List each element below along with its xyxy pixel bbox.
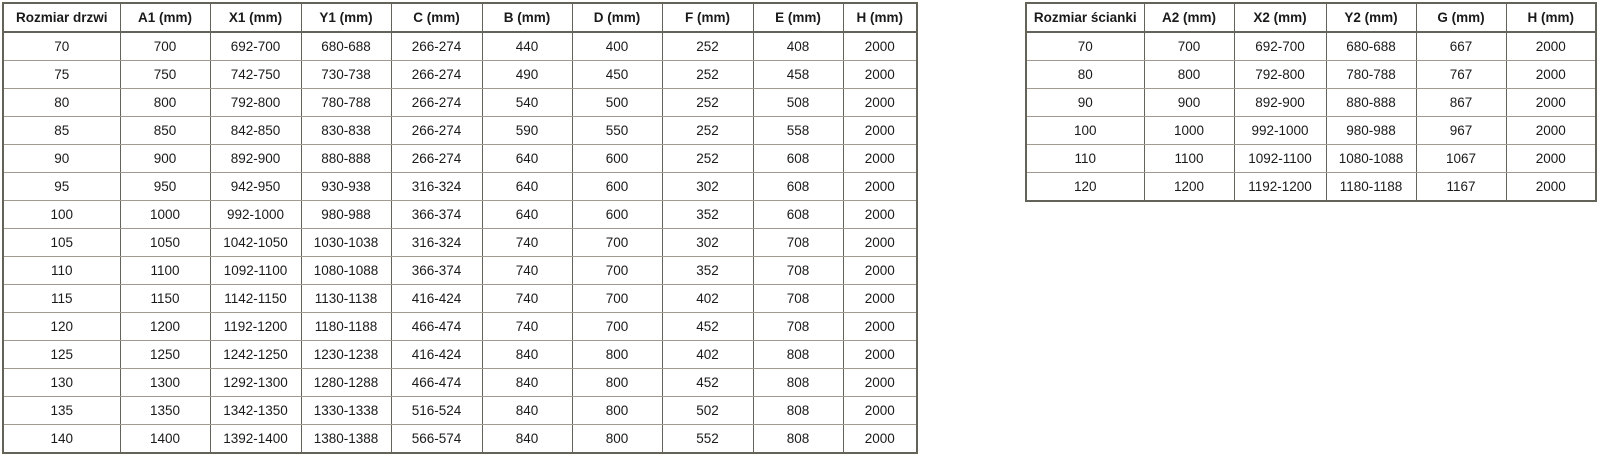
table-cell: 708 xyxy=(753,229,843,257)
table-cell: 700 xyxy=(572,257,662,285)
table-cell: 840 xyxy=(482,397,572,425)
header-row xyxy=(3,3,917,32)
table-cell: 880-888 xyxy=(1326,89,1416,117)
table-cell: 1280-1288 xyxy=(301,369,391,397)
table-cell: 402 xyxy=(662,341,753,369)
column-header: Rozmiar drzwi xyxy=(3,3,120,32)
table-cell: 680-688 xyxy=(301,32,391,61)
table-row xyxy=(1026,145,1596,173)
column-header: E (mm) xyxy=(753,3,843,32)
table-cell: 352 xyxy=(662,257,753,285)
table-cell: 2000 xyxy=(1506,61,1596,89)
table-cell: 850 xyxy=(120,117,210,145)
table-cell: 110 xyxy=(1026,145,1144,173)
table-cell: 808 xyxy=(753,397,843,425)
table-cell: 85 xyxy=(3,117,120,145)
table-row xyxy=(3,145,917,173)
table-cell: 680-688 xyxy=(1326,32,1416,61)
table-cell: 700 xyxy=(572,229,662,257)
table-cell: 400 xyxy=(572,32,662,61)
table-cell: 692-700 xyxy=(210,32,301,61)
table-row xyxy=(3,117,917,145)
table-cell: 1080-1088 xyxy=(301,257,391,285)
table-cell: 110 xyxy=(3,257,120,285)
table-cell: 867 xyxy=(1416,89,1506,117)
column-header: A1 (mm) xyxy=(120,3,210,32)
table-cell: 700 xyxy=(120,32,210,61)
table-cell: 1180-1188 xyxy=(1326,173,1416,202)
table-cell: 2000 xyxy=(843,397,917,425)
table-cell: 800 xyxy=(572,425,662,454)
column-header: H (mm) xyxy=(843,3,917,32)
table-cell: 120 xyxy=(3,313,120,341)
table-cell: 950 xyxy=(120,173,210,201)
table-row xyxy=(3,369,917,397)
table-cell: 466-474 xyxy=(391,369,482,397)
table-cell: 608 xyxy=(753,173,843,201)
table-cell: 466-474 xyxy=(391,313,482,341)
table-row xyxy=(3,341,917,369)
table-cell: 992-1000 xyxy=(210,201,301,229)
table-cell: 252 xyxy=(662,117,753,145)
table-cell: 440 xyxy=(482,32,572,61)
table-cell: 2000 xyxy=(843,257,917,285)
table-cell: 840 xyxy=(482,369,572,397)
column-header: G (mm) xyxy=(1416,3,1506,32)
table-cell: 740 xyxy=(482,229,572,257)
table-cell: 100 xyxy=(3,201,120,229)
table-cell: 452 xyxy=(662,313,753,341)
table-cell: 942-950 xyxy=(210,173,301,201)
column-header: X1 (mm) xyxy=(210,3,301,32)
table-cell: 708 xyxy=(753,257,843,285)
table-cell: 252 xyxy=(662,61,753,89)
table-cell: 800 xyxy=(1144,61,1234,89)
table-cell: 700 xyxy=(1144,32,1234,61)
table-cell: 730-738 xyxy=(301,61,391,89)
table-row xyxy=(3,89,917,117)
table-cell: 1092-1100 xyxy=(1234,145,1326,173)
table-cell: 1400 xyxy=(120,425,210,454)
table-cell: 808 xyxy=(753,341,843,369)
column-header: D (mm) xyxy=(572,3,662,32)
table-cell: 1342-1350 xyxy=(210,397,301,425)
table-cell: 2000 xyxy=(843,369,917,397)
table-cell: 2000 xyxy=(1506,145,1596,173)
table-cell: 402 xyxy=(662,285,753,313)
table-cell: 1200 xyxy=(1144,173,1234,202)
table-cell: 740 xyxy=(482,285,572,313)
table-cell: 1042-1050 xyxy=(210,229,301,257)
column-header: H (mm) xyxy=(1506,3,1596,32)
table-cell: 80 xyxy=(3,89,120,117)
table-cell: 1100 xyxy=(120,257,210,285)
table-cell: 450 xyxy=(572,61,662,89)
table-cell: 266-274 xyxy=(391,89,482,117)
table-cell: 2000 xyxy=(843,425,917,454)
table-cell: 302 xyxy=(662,173,753,201)
table-cell: 842-850 xyxy=(210,117,301,145)
table-row xyxy=(3,32,917,61)
table-cell: 266-274 xyxy=(391,61,482,89)
table-cell: 416-424 xyxy=(391,341,482,369)
table-cell: 540 xyxy=(482,89,572,117)
table-cell: 640 xyxy=(482,173,572,201)
table-cell: 70 xyxy=(1026,32,1144,61)
table-cell: 552 xyxy=(662,425,753,454)
table-cell: 558 xyxy=(753,117,843,145)
table-cell: 700 xyxy=(572,285,662,313)
table-cell: 1350 xyxy=(120,397,210,425)
column-header: Y1 (mm) xyxy=(301,3,391,32)
table-cell: 2000 xyxy=(843,117,917,145)
table-row xyxy=(1026,89,1596,117)
table-cell: 458 xyxy=(753,61,843,89)
table-cell: 452 xyxy=(662,369,753,397)
table-cell: 800 xyxy=(572,397,662,425)
table-row xyxy=(1026,173,1596,202)
table-cell: 366-374 xyxy=(391,257,482,285)
table-cell: 700 xyxy=(572,313,662,341)
table-cell: 708 xyxy=(753,285,843,313)
table-cell: 640 xyxy=(482,145,572,173)
column-header: F (mm) xyxy=(662,3,753,32)
table-cell: 75 xyxy=(3,61,120,89)
table-cell: 2000 xyxy=(1506,173,1596,202)
table-cell: 508 xyxy=(753,89,843,117)
table-cell: 1300 xyxy=(120,369,210,397)
table-cell: 1242-1250 xyxy=(210,341,301,369)
table-cell: 490 xyxy=(482,61,572,89)
table-cell: 608 xyxy=(753,145,843,173)
table-cell: 800 xyxy=(572,341,662,369)
column-header: Y2 (mm) xyxy=(1326,3,1416,32)
table-cell: 992-1000 xyxy=(1234,117,1326,145)
table-cell: 980-988 xyxy=(1326,117,1416,145)
table-cell: 980-988 xyxy=(301,201,391,229)
table-cell: 80 xyxy=(1026,61,1144,89)
table-row xyxy=(3,285,917,313)
table-cell: 252 xyxy=(662,145,753,173)
table-cell: 1167 xyxy=(1416,173,1506,202)
table-cell: 1330-1338 xyxy=(301,397,391,425)
table-cell: 2000 xyxy=(1506,32,1596,61)
table-cell: 740 xyxy=(482,257,572,285)
table-cell: 2000 xyxy=(843,61,917,89)
column-header: X2 (mm) xyxy=(1234,3,1326,32)
table-cell: 1067 xyxy=(1416,145,1506,173)
table-cell: 316-324 xyxy=(391,229,482,257)
table-cell: 600 xyxy=(572,145,662,173)
table-cell: 590 xyxy=(482,117,572,145)
table-cell: 892-900 xyxy=(210,145,301,173)
table-row xyxy=(3,397,917,425)
table-cell: 1050 xyxy=(120,229,210,257)
table-cell: 2000 xyxy=(843,285,917,313)
table-cell: 967 xyxy=(1416,117,1506,145)
table-cell: 808 xyxy=(753,425,843,454)
table-cell: 1380-1388 xyxy=(301,425,391,454)
table-cell: 2000 xyxy=(843,341,917,369)
table-cell: 900 xyxy=(1144,89,1234,117)
table-cell: 1000 xyxy=(120,201,210,229)
table-row xyxy=(3,313,917,341)
table-cell: 840 xyxy=(482,425,572,454)
table-row xyxy=(3,425,917,454)
table-row xyxy=(3,257,917,285)
column-header: Rozmiar ścianki xyxy=(1026,3,1144,32)
table-cell: 692-700 xyxy=(1234,32,1326,61)
table-cell: 1142-1150 xyxy=(210,285,301,313)
table-cell: 366-374 xyxy=(391,201,482,229)
table-cell: 408 xyxy=(753,32,843,61)
table-cell: 767 xyxy=(1416,61,1506,89)
table-cell: 780-788 xyxy=(301,89,391,117)
table-row xyxy=(1026,61,1596,89)
table-cell: 1080-1088 xyxy=(1326,145,1416,173)
table-cell: 1000 xyxy=(1144,117,1234,145)
wall-size-table xyxy=(1025,2,1597,202)
table-cell: 800 xyxy=(572,369,662,397)
table-cell: 900 xyxy=(120,145,210,173)
table-cell: 1180-1188 xyxy=(301,313,391,341)
table-cell: 316-324 xyxy=(391,173,482,201)
table-cell: 302 xyxy=(662,229,753,257)
table-row xyxy=(1026,117,1596,145)
table-cell: 1092-1100 xyxy=(210,257,301,285)
table-cell: 266-274 xyxy=(391,145,482,173)
table-cell: 115 xyxy=(3,285,120,313)
table-cell: 1250 xyxy=(120,341,210,369)
table-cell: 808 xyxy=(753,369,843,397)
column-header: A2 (mm) xyxy=(1144,3,1234,32)
column-header: B (mm) xyxy=(482,3,572,32)
table-cell: 800 xyxy=(120,89,210,117)
table-cell: 750 xyxy=(120,61,210,89)
table-cell: 90 xyxy=(3,145,120,173)
table-cell: 1392-1400 xyxy=(210,425,301,454)
table-cell: 352 xyxy=(662,201,753,229)
table-cell: 266-274 xyxy=(391,32,482,61)
table-cell: 608 xyxy=(753,201,843,229)
table-cell: 566-574 xyxy=(391,425,482,454)
table-cell: 120 xyxy=(1026,173,1144,202)
table-cell: 502 xyxy=(662,397,753,425)
table-cell: 780-788 xyxy=(1326,61,1416,89)
table-cell: 2000 xyxy=(843,201,917,229)
table-cell: 416-424 xyxy=(391,285,482,313)
table-cell: 1292-1300 xyxy=(210,369,301,397)
table-cell: 792-800 xyxy=(1234,61,1326,89)
table-cell: 90 xyxy=(1026,89,1144,117)
table-row xyxy=(3,229,917,257)
table-row xyxy=(3,173,917,201)
table-cell: 252 xyxy=(662,32,753,61)
table-cell: 880-888 xyxy=(301,145,391,173)
table-cell: 140 xyxy=(3,425,120,454)
table-cell: 2000 xyxy=(843,32,917,61)
table-row xyxy=(3,61,917,89)
table-cell: 1150 xyxy=(120,285,210,313)
table-cell: 930-938 xyxy=(301,173,391,201)
table-cell: 840 xyxy=(482,341,572,369)
table-cell: 130 xyxy=(3,369,120,397)
table-cell: 600 xyxy=(572,173,662,201)
table-cell: 2000 xyxy=(843,229,917,257)
table-cell: 2000 xyxy=(843,313,917,341)
table-cell: 1100 xyxy=(1144,145,1234,173)
table-cell: 100 xyxy=(1026,117,1144,145)
table-cell: 500 xyxy=(572,89,662,117)
table-cell: 892-900 xyxy=(1234,89,1326,117)
table-cell: 105 xyxy=(3,229,120,257)
table-cell: 2000 xyxy=(843,173,917,201)
table-cell: 266-274 xyxy=(391,117,482,145)
table-cell: 550 xyxy=(572,117,662,145)
table-cell: 95 xyxy=(3,173,120,201)
table-row xyxy=(3,201,917,229)
table-cell: 667 xyxy=(1416,32,1506,61)
table-cell: 600 xyxy=(572,201,662,229)
table-cell: 740 xyxy=(482,313,572,341)
door-size-table xyxy=(2,2,918,454)
column-header: C (mm) xyxy=(391,3,482,32)
table-cell: 1200 xyxy=(120,313,210,341)
table-cell: 640 xyxy=(482,201,572,229)
table-cell: 1192-1200 xyxy=(210,313,301,341)
table-cell: 252 xyxy=(662,89,753,117)
table-cell: 125 xyxy=(3,341,120,369)
table-cell: 708 xyxy=(753,313,843,341)
table-cell: 1030-1038 xyxy=(301,229,391,257)
header-row xyxy=(1026,3,1596,32)
table-cell: 742-750 xyxy=(210,61,301,89)
table-cell: 1192-1200 xyxy=(1234,173,1326,202)
table-row xyxy=(1026,32,1596,61)
table-cell: 2000 xyxy=(843,145,917,173)
table-cell: 2000 xyxy=(1506,89,1596,117)
table-cell: 792-800 xyxy=(210,89,301,117)
table-cell: 1230-1238 xyxy=(301,341,391,369)
table-cell: 70 xyxy=(3,32,120,61)
table-cell: 2000 xyxy=(1506,117,1596,145)
table-cell: 830-838 xyxy=(301,117,391,145)
table-cell: 2000 xyxy=(843,89,917,117)
table-cell: 1130-1138 xyxy=(301,285,391,313)
table-cell: 516-524 xyxy=(391,397,482,425)
table-cell: 135 xyxy=(3,397,120,425)
